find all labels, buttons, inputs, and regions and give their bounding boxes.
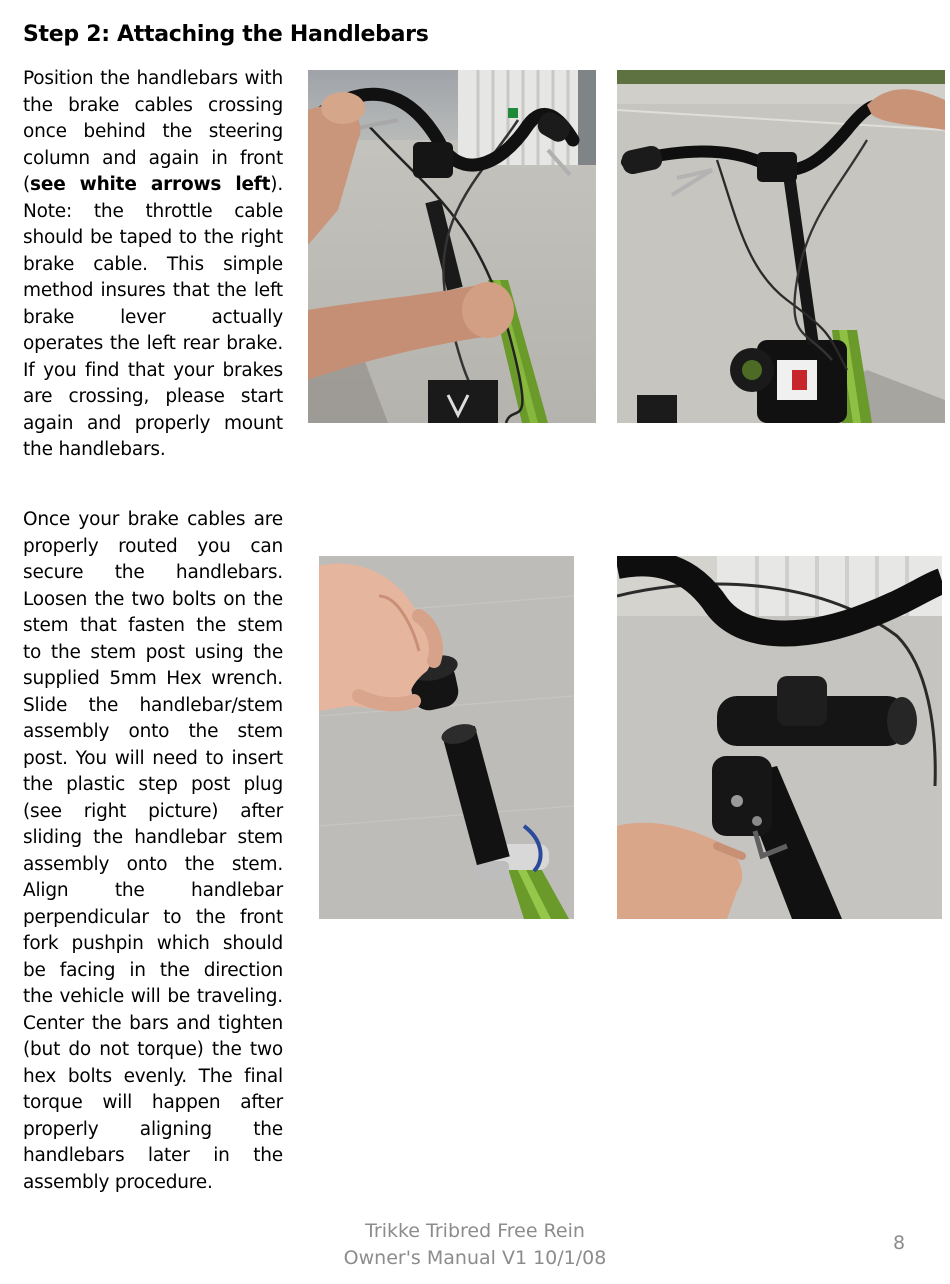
page-number: 8	[893, 1232, 906, 1254]
paragraph-securing-handlebars: Once your brake cables are properly routed you can secure the handlebars. Loosen the two bolts on the stem that fasten the stem to the stem post using the supplied 5mm Hex wrench. Slide the handlebar/stem assembly onto the stem post. You will need to insert the plastic step post plug (see right picture) after sliding the handlebar stem assembly onto the stem. Align the handlebar perpendicular to the front fork pushpin which should be facing in the direction the vehicle will be traveling. Center the bars and tighten (but do not torque) the two hex bolts evenly. The final torque will happen after properly aligning the handlebars later in the assembly procedure.	[23, 509, 283, 1193]
paragraph-cable-routing	[23, 66, 283, 464]
paragraph-cable-routing-text-b: ). Note: the throttle cable should be taped to the right brake cable. This simple method insures that the left brake lever actually operates the left rear brake. If you find that your brakes are crossing, please start again and properly mount the handlebars.	[23, 174, 283, 460]
photo-hex-wrench-stem	[617, 556, 942, 919]
photo-handlebars-rider-view	[308, 70, 596, 423]
paragraph-cable-routing-text-a: Position the handlebars with the brake cables crossing once behind the steering column and again in front (	[23, 68, 283, 195]
photo-handlebars-side-view	[617, 70, 945, 423]
footer-manual-version: Owner's Manual V1 10/1/08	[343, 1247, 607, 1269]
footer-title: Trikke Tribred Free Rein	[365, 1220, 585, 1242]
paragraph-cable-routing-bold: see white arrows left	[30, 174, 271, 195]
page-footer	[0, 1218, 950, 1272]
page-heading: Step 2: Attaching the Handlebars	[23, 22, 429, 47]
photo-stem-post-plug	[319, 556, 574, 919]
